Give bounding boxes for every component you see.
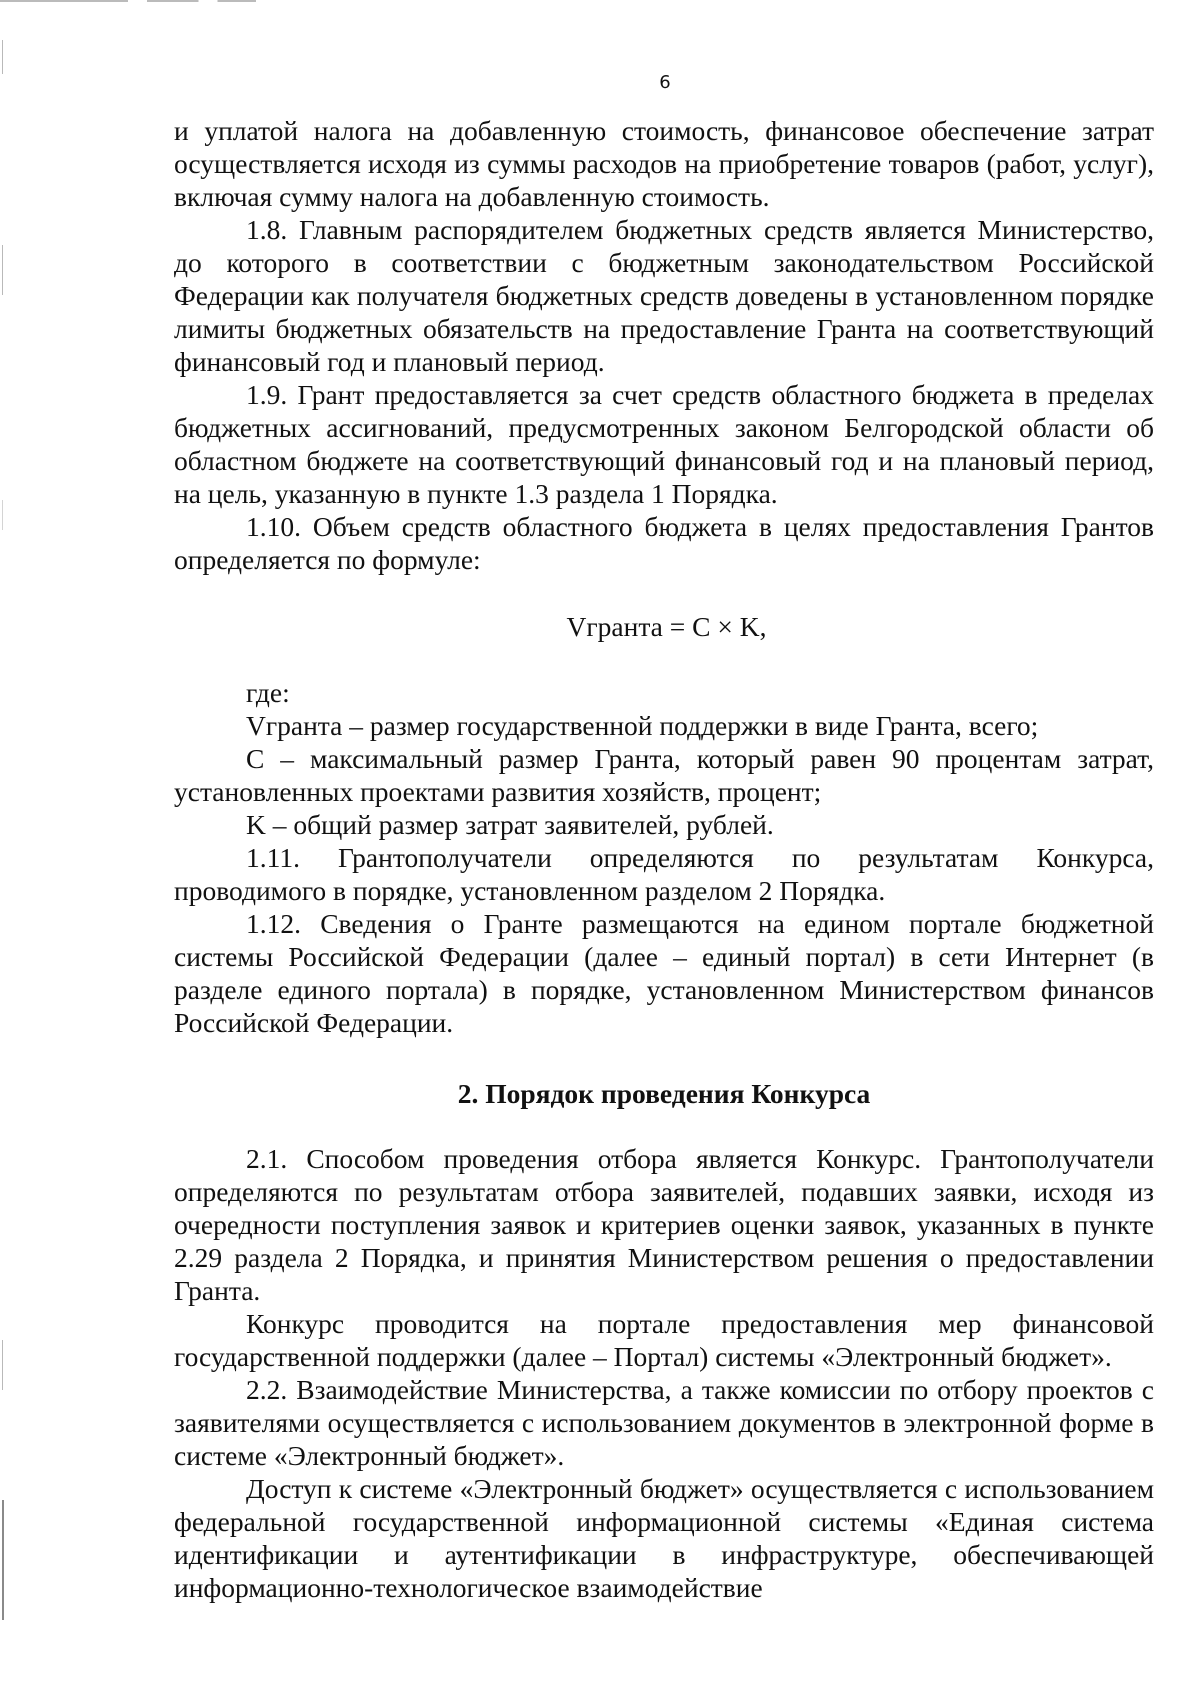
- section-heading: 2. Порядок проведения Конкурса: [457, 1078, 871, 1109]
- paragraph-1-11: 1.11. Грантополучатели определяются по результатам Конкурса, проводимого в порядке, установленном разделом 2 Порядка.: [174, 842, 1154, 906]
- paragraph-1-10: 1.10. Объем средств областного бюджета в целях предоставления Грантов определяется по формуле:: [174, 511, 1154, 575]
- paragraph-1-12: 1.12. Сведения о Гранте размещаются на едином портале бюджетной системы Российской Федерации (далее – единый портал) в сети Интернет (в разделе единого портала) в порядке, установленном Министерством финансов Российской Федерации.: [174, 908, 1154, 1038]
- scan-artifact-edge: [2, 1340, 3, 1390]
- scan-artifact-top: [0, 0, 320, 2]
- definition-v: Vгранта – размер государственной поддержки в виде Гранта, всего;: [246, 710, 1039, 741]
- scan-artifact-edge: [2, 1500, 4, 1620]
- scan-artifact-edge: [2, 500, 3, 530]
- definition-k: K – общий размер затрат заявителей, рублей.: [246, 809, 774, 840]
- paragraph-2-1: 2.1. Способом проведения отбора является Конкурс. Грантополучатели определяются по результатам отбора заявителей, подавших заявки, исходя из очередности поступления заявок и критериев оценки заявок, указанных в пункте 2.29 раздела 2 Порядка, и принятия Министерством решения о предоставлении Гранта.: [174, 1143, 1154, 1306]
- paragraph-2-2: 2.2. Взаимодействие Министерства, а также комиссии по отбору проектов с заявителями осуществляется с использованием документов в электронной форме в системе «Электронный бюджет».: [174, 1374, 1154, 1471]
- formula-where: где:: [246, 677, 290, 708]
- scan-artifact-edge: [2, 245, 3, 295]
- paragraph-2-1-contest: Конкурс проводится на портале предоставления мер финансовой государственной поддержки (далее – Портал) системы «Электронный бюджет».: [174, 1308, 1154, 1372]
- document-body: [174, 114, 1154, 1604]
- scan-artifact-edge: [2, 40, 3, 74]
- paragraph-continuation: и уплатой налога на добавленную стоимость, финансовое обеспечение затрат осуществляется исходя из суммы расходов на приобретение товаров (работ, услуг), включая сумму налога на добавленную стоимость.: [174, 115, 1154, 212]
- definition-c: C – максимальный размер Гранта, который равен 90 процентам затрат, установленных проектами развития хозяйств, процент;: [174, 743, 1154, 807]
- paragraph-1-8: 1.8. Главным распорядителем бюджетных средств является Министерство, до которого в соответствии с бюджетным законодательством Российской Федерации как получателя бюджетных средств доведены в установленном порядке лимиты бюджетных обязательств на предоставление Гранта на соответствующий финансовый год и плановый период.: [174, 214, 1154, 377]
- paragraph-2-2-access: Доступ к системе «Электронный бюджет» осуществляется с использованием федеральной государственной информационной системы «Единая система идентификации и аутентификации в инфраструктуре, обеспечивающей информационно-технологическое взаимодействие: [174, 1473, 1154, 1603]
- page-number: 6: [659, 72, 671, 93]
- formula: Vгранта = C × K,: [566, 611, 767, 642]
- paragraph-1-9: 1.9. Грант предоставляется за счет средств областного бюджета в пределах бюджетных ассигнований, предусмотренных законом Белгородской области об областном бюджете на соответствующий финансовый год и на плановый период, на цель, указанную в пункте 1.3 раздела 1 Порядка.: [174, 379, 1154, 509]
